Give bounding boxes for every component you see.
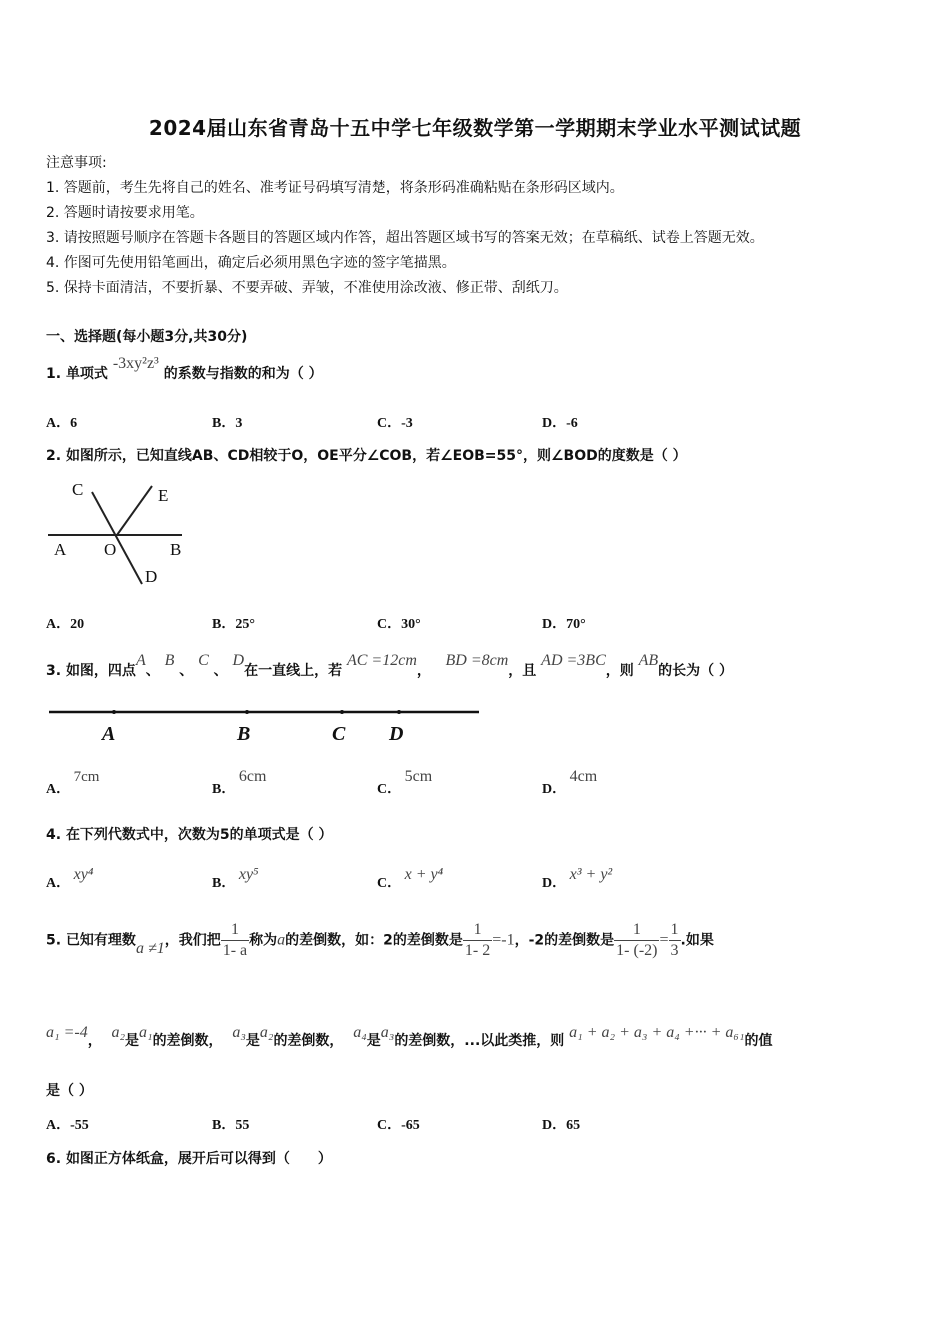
option-a[interactable]: A．6 [46, 416, 78, 431]
question-number: 1. [46, 366, 62, 382]
question-6 [46, 1148, 332, 1168]
label-a: A [54, 540, 67, 559]
question-5-line-2: a₁ =-4， a₂是a₁的差倒数， a₃是a₂的差倒数， a₄是a₃的差倒数，...以此类推，则 a₁ + a₂ + a₃ + a₄ +··· + a₆₁的值 [46, 1024, 773, 1049]
question-text: 如图所示，已知直线AB、CD相较于O，OE平分∠COB，若∠EOB=55°，则∠BOD的度数是（ ） [65, 448, 687, 464]
notes-heading: 注意事项: [46, 155, 107, 171]
question-text: 单项式 [65, 366, 108, 382]
question-text: 已知有理数 [65, 932, 136, 949]
condition-a: a ≠1 [135, 939, 165, 957]
fraction-result: $\frac{1}{3}$ [670, 921, 679, 959]
option-c[interactable]: C．-3 [377, 416, 413, 431]
point-b: B [164, 652, 175, 669]
question-text: 的长为（ ） [658, 663, 734, 679]
note-item-3: 3. 请按照题号顺序在答题卡各题目的答题区域内作答，超出答题区域书写的答案无效；在草稿纸、试卷上答题无效。 [46, 230, 764, 246]
page-title: 2024届山东省青岛十五中学七年级数学第一学期期末学业水平测试试题 [148, 116, 802, 140]
option-a[interactable]: A． xy⁴ [46, 866, 94, 891]
question-text: 在下列代数式中，次数为5的单项式是（ ） [65, 827, 333, 843]
question-3: 3. 如图，四点A、 B 、 C 、 D在一直线上，若 AC =12cm， BD =8cm，且 AD =3BC，则 AB的长为（ ） [46, 652, 734, 679]
option-c[interactable]: C．30° [377, 617, 421, 632]
label-c: C [72, 480, 84, 499]
label-o: O [104, 540, 117, 559]
math-sum: a₁ + a₂ + a₃ + a₄ +··· + a₆₁ [569, 1024, 745, 1041]
option-c[interactable]: C． x + y⁴ [377, 866, 444, 891]
fraction-example-1: $\frac{1}{1- 2}$ [464, 921, 491, 959]
option-b[interactable]: B．55 [212, 1118, 250, 1133]
question-number: 3. [46, 663, 62, 679]
angle-diagram [44, 478, 189, 588]
question-5-line-3: 是（ ） [46, 1083, 93, 1099]
label-e: E [158, 486, 169, 505]
line-segment-diagram [44, 700, 484, 750]
question-text: 如图正方体纸盒，展开后可以得到（ ） [65, 1151, 332, 1167]
option-b[interactable]: B．3 [212, 416, 243, 431]
option-d[interactable]: D．65 [542, 1118, 581, 1133]
question-text: 在一直线上，若 [244, 663, 343, 679]
option-b[interactable]: B． xy⁵ [212, 866, 259, 891]
option-d[interactable]: D． x³ + y² [542, 866, 613, 891]
option-c[interactable]: C．-65 [377, 1118, 420, 1133]
question-5: 5. 已知有理数a ≠1，我们把 $\frac{1}{1- a}$ 称为a的差倒数，如：2的差倒数是 $\frac{1}{1- 2}$ =-1，-2的差倒数是 $\frac{1}{1- (-2)}$ = $\frac{1}{3}$ .如果 [46, 921, 714, 959]
note-item-5: 5. 保持卡面清洁，不要折暴、不要弄破、弄皱，不准使用涂改液、修正带、刮纸刀。 [46, 280, 568, 296]
option-b[interactable]: B．25° [212, 617, 255, 632]
point-a: A [135, 652, 146, 669]
fraction-example-2: $\frac{1}{1- (-2)}$ [616, 921, 658, 959]
condition-ad: AD =3BC [541, 652, 606, 669]
option-a[interactable]: A．20 [46, 617, 85, 632]
option-a[interactable]: A．-55 [46, 1118, 89, 1133]
option-d[interactable]: D．70° [542, 617, 586, 632]
fraction-definition: $\frac{1}{1- a}$ [222, 921, 248, 959]
math-expression: -3xy²z³ [112, 355, 159, 372]
option-c[interactable]: C． 5cm [377, 768, 433, 797]
option-a[interactable]: A． 7cm [46, 769, 100, 797]
question-text: 如图，四点 [65, 663, 136, 679]
label-b: B [170, 540, 182, 559]
target-ab: AB [638, 652, 659, 669]
question-2 [46, 445, 687, 465]
option-d[interactable]: D．-6 [542, 416, 578, 431]
condition-bd: BD =8cm [445, 652, 509, 669]
label-b: B [237, 723, 251, 745]
label-a: A [102, 723, 116, 745]
question-number: 6. [46, 1151, 62, 1167]
question-number: 5. [46, 932, 62, 949]
question-text: 的系数与指数的和为（ ） [163, 366, 323, 382]
point-d: D [232, 652, 245, 669]
label-d: D [145, 567, 158, 586]
option-d[interactable]: D． 4cm [542, 768, 598, 797]
question-number: 2. [46, 448, 62, 464]
label-d: D [389, 723, 404, 745]
note-item-2: 2. 答题时请按要求用笔。 [46, 205, 204, 221]
note-item-1: 1. 答题前，考生先将自己的姓名、准考证号码填写清楚，将条形码准确粘贴在条形码区域内。 [46, 180, 624, 196]
note-item-4: 4. 作图可先使用铅笔画出，确定后必须用黑色字迹的签字笔描黑。 [46, 255, 456, 271]
section-heading: 一、选择题(每小题3分,共30分) [46, 329, 248, 345]
math-a1: a₁ =-4 [46, 1024, 88, 1041]
question-1 [46, 355, 323, 383]
label-c: C [332, 723, 346, 745]
point-c: C [198, 652, 209, 669]
option-b[interactable]: B． 6cm [212, 768, 267, 797]
question-4 [46, 824, 333, 844]
question-number: 4. [46, 827, 62, 843]
condition-ac: AC =12cm [346, 652, 417, 669]
